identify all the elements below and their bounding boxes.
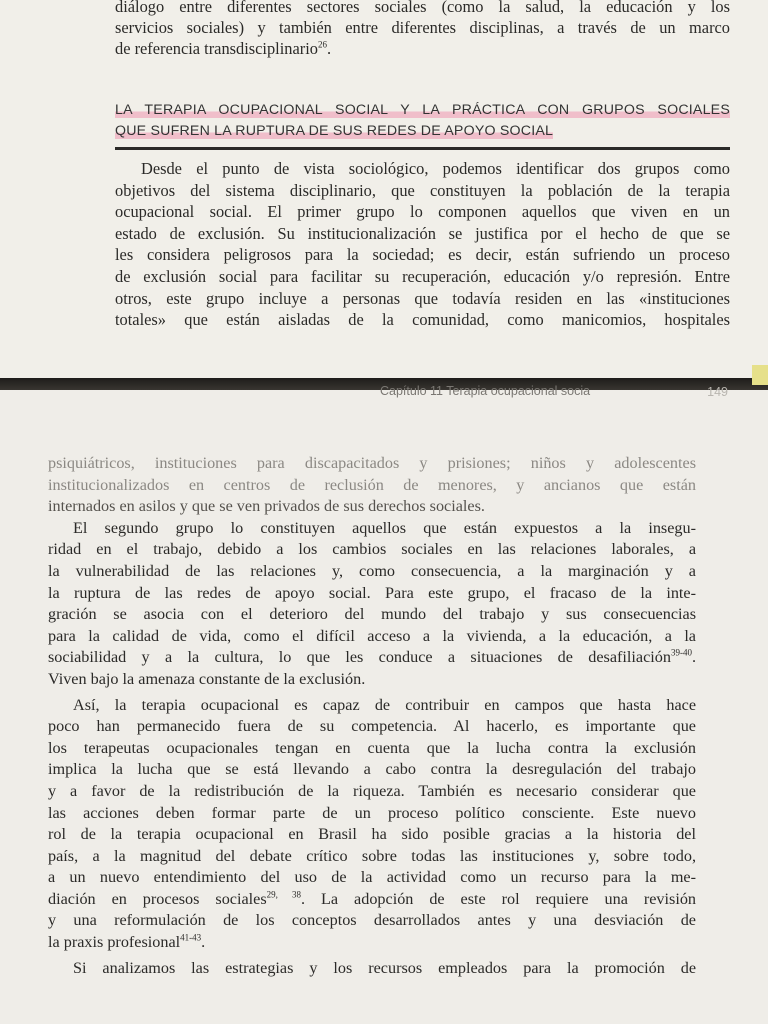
text-line: de exclusión social para facilitar su recuperación, educación y/o represión. Entre [115, 266, 730, 286]
text-line: Viven bajo la amenaza constante de la exclusión. [48, 669, 366, 688]
text-line: estado de exclusión. Su institucionalización se justifica por el hecho de que se [115, 223, 730, 243]
text-line: la ruptura de las redes de apoyo social. Para este grupo, el fracaso de la inte- [48, 583, 696, 602]
text-line: implica la lucha que se está llevando a cabo contra la desregulación del trabajo [48, 760, 696, 779]
page-number: 149 [707, 385, 728, 399]
text-line: totales» que están aisladas de la comunidad, como manicomios, hospitales [115, 310, 730, 330]
footnote-ref: 29, 38 [266, 889, 302, 900]
text-line: y una reformulación de los conceptos desarrollados antes y una desviación de [48, 911, 696, 930]
section-heading [115, 100, 730, 142]
text-line: de referencia transdisciplinario$^{26}$. [115, 39, 332, 58]
heading-line-1: LA TERAPIA OCUPACIONAL SOCIAL Y LA PRÁCTICA CON GRUPOS SOCIALES [115, 102, 730, 118]
text-line: país, a la magnitud del debate crítico sobre todas las instituciones y, sobre todo, [48, 846, 696, 865]
text-line: El segundo grupo lo constituyen aquellos que están expuestos a la insegu- [73, 518, 696, 537]
text-line: para la calidad de vida, como el difícil acceso a la vivienda, a la educación, a la [48, 626, 696, 645]
running-head-text: Capítulo 11 Terapia ocupacional socia [380, 384, 591, 398]
page-edge-mark [752, 365, 768, 385]
text-line: internados en asilos y que se ven privados de sus derechos sociales. [48, 497, 485, 516]
text-line: Así, la terapia ocupacional es capaz de contribuir en campos que hasta hace [73, 695, 696, 714]
text-line: rol de la terapia ocupacional en Brasil ha sido posible gracias a la historia del [48, 825, 696, 844]
heading-rule [115, 147, 730, 150]
text-line: la praxis profesional$^{41-43}$. [48, 932, 206, 952]
running-head [380, 384, 740, 404]
footnote-ref: 39-40 [670, 647, 692, 658]
text-line: la vulnerabilidad de las relaciones y, como consecuencia, a la marginación y a [48, 561, 696, 580]
text-line: a un nuevo entendimiento del uso de la actividad como un recurso para la me- [48, 868, 696, 887]
text-line: psiquiátricos, instituciones para discapacitados y prisiones; niños y adolescentes [48, 454, 696, 472]
text-line: gración se asocia con el deterioro del mundo del trabajo y sus consecuencias [48, 605, 696, 624]
text-line: y a favor de la redistribución de la riqueza. También es necesario considerar que [48, 781, 696, 800]
text-line: Desde el punto de vista sociológico, podemos identificar dos grupos como [141, 159, 730, 178]
text-line: las acciones deben formar parte de un proceso político consciente. Este nuevo [48, 803, 696, 822]
footnote-ref: 41-43 [180, 932, 202, 943]
text-line: poco han permanecido fuera de su competencia. Al hacerlo, es importante que [48, 717, 696, 736]
text-line: diación en procesos sociales$^{29, 38}$. La adopción de este rol requiere una revisión [48, 889, 696, 908]
text-line: objetivos del sistema disciplinario, que constituyen la población de la terapia [115, 180, 730, 200]
text-line: diálogo entre diferentes sectores sociales (como la salud, la educación y los [115, 0, 730, 16]
text-line: les considera peligrosos para la sociedad; es decir, están sufriendo un proceso [115, 245, 730, 265]
footnote-ref: 26 [317, 39, 327, 50]
text-line: institucionalizados en centros de reclusión de menores, y ancianos que están [48, 475, 696, 494]
text-line: servicios sociales) y también entre diferentes disciplinas, a través de un marco [115, 18, 730, 37]
text-line: otros, este grupo incluye a personas que todavía residen en las «instituciones [115, 288, 730, 308]
text-line: los terapeutas ocupacionales tengan en cuenta que la lucha contra la exclusión [48, 738, 696, 757]
text-line: ocupacional social. El primer grupo lo componen aquellos que viven en un [115, 202, 730, 222]
top-body-paragraph [115, 158, 730, 331]
text-line: sociabilidad y a la cultura, lo que les conduce a situaciones de desafiliación$^{39-40}$. [48, 647, 696, 667]
lead-paragraph [115, 0, 730, 59]
bottom-body [48, 453, 696, 979]
text-line: ridad en el trabajo, debido a los cambios sociales en las relaciones laborales, a [48, 540, 696, 559]
text-line: Si analizamos las estrategias y los recursos empleados para la promoción de [73, 958, 696, 977]
heading-line-2: QUE SUFREN LA RUPTURA DE SUS REDES DE APOYO SOCIAL [115, 123, 554, 139]
